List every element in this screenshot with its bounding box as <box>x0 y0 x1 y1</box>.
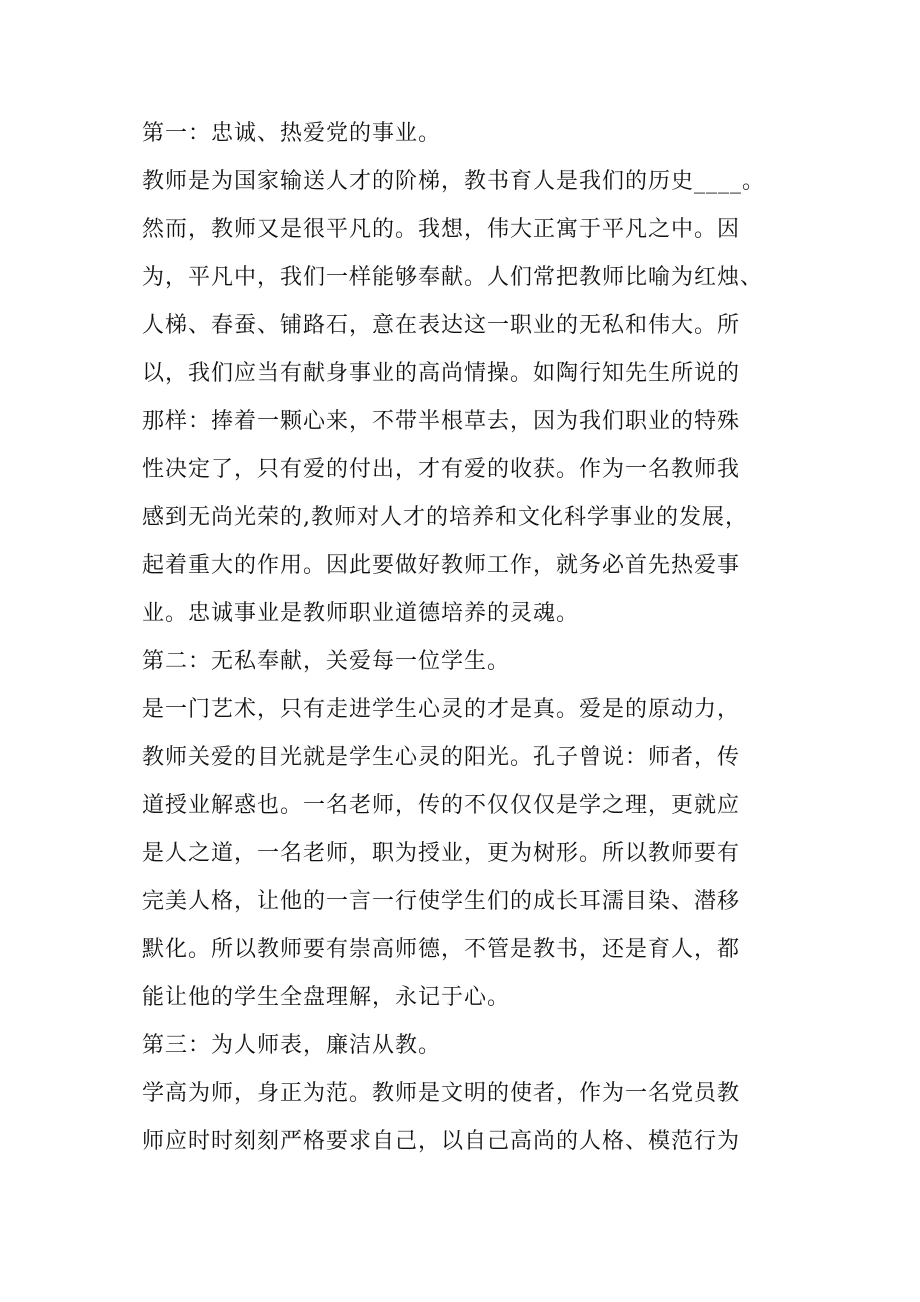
text-line: 性决定了，只有爱的付出，才有爱的收获。作为一名教师我 <box>142 457 741 482</box>
document-body <box>142 110 794 1166</box>
text-line: 然而，教师又是很平凡的。我想，伟大正寓于平凡之中。因 <box>142 217 741 242</box>
text-line: 为，平凡中，我们一样能够奉献。人们常把教师比喻为红烛、 <box>142 265 764 290</box>
heading-section-1: 第一：忠诚、热爱党的事业。 <box>142 121 442 146</box>
text-line: 起着重大的作用。因此要做好教师工作，就务必首先热爱事 <box>142 553 741 578</box>
heading-section-2: 第二：无私奉献，关爱每一位学生。 <box>142 649 511 674</box>
text-line: 教师关爱的目光就是学生心灵的阳光。孔子曾说：师者，传 <box>142 745 741 770</box>
text-line: 人梯、春蚕、铺路石，意在表达这一职业的无私和伟大。所 <box>142 313 741 338</box>
text-line: 师应时时刻刻严格要求自己，以自己高尚的人格、模范行为 <box>142 1129 741 1154</box>
text-line: 是一门艺术，只有走进学生心灵的才是真。爱是的原动力， <box>142 697 741 722</box>
text-line: 能让他的学生全盘理解，永记于心。 <box>142 985 511 1010</box>
text-line: 道授业解惑也。一名老师，传的不仅仅仅是学之理，更就应 <box>142 793 741 818</box>
text-line: 学高为师，身正为范。教师是文明的使者，作为一名党员教 <box>142 1081 741 1106</box>
text-line: 默化。所以教师要有崇高师德，不管是教书，还是育人，都 <box>142 937 741 962</box>
text-line: 教师是为国家输送人才的阶梯，教书育人是我们的历史____。 <box>142 169 766 194</box>
heading-section-3: 第三：为人师表，廉洁从教。 <box>142 1033 442 1058</box>
text-line: 是人之道，一名老师，职为授业，更为树形。所以教师要有 <box>142 841 741 866</box>
text-line: 完美人格，让他的一言一行使学生们的成长耳濡目染、潜移 <box>142 889 741 914</box>
text-line: 感到无尚光荣的,教师对人才的培养和文化科学事业的发展， <box>142 505 748 530</box>
text-line: 以，我们应当有献身事业的高尚情操。如陶行知先生所说的 <box>142 361 741 386</box>
text-line: 那样：捧着一颗心来，不带半根草去，因为我们职业的特殊 <box>142 409 741 434</box>
text-line: 业。忠诚事业是教师职业道德培养的灵魂。 <box>142 601 580 626</box>
